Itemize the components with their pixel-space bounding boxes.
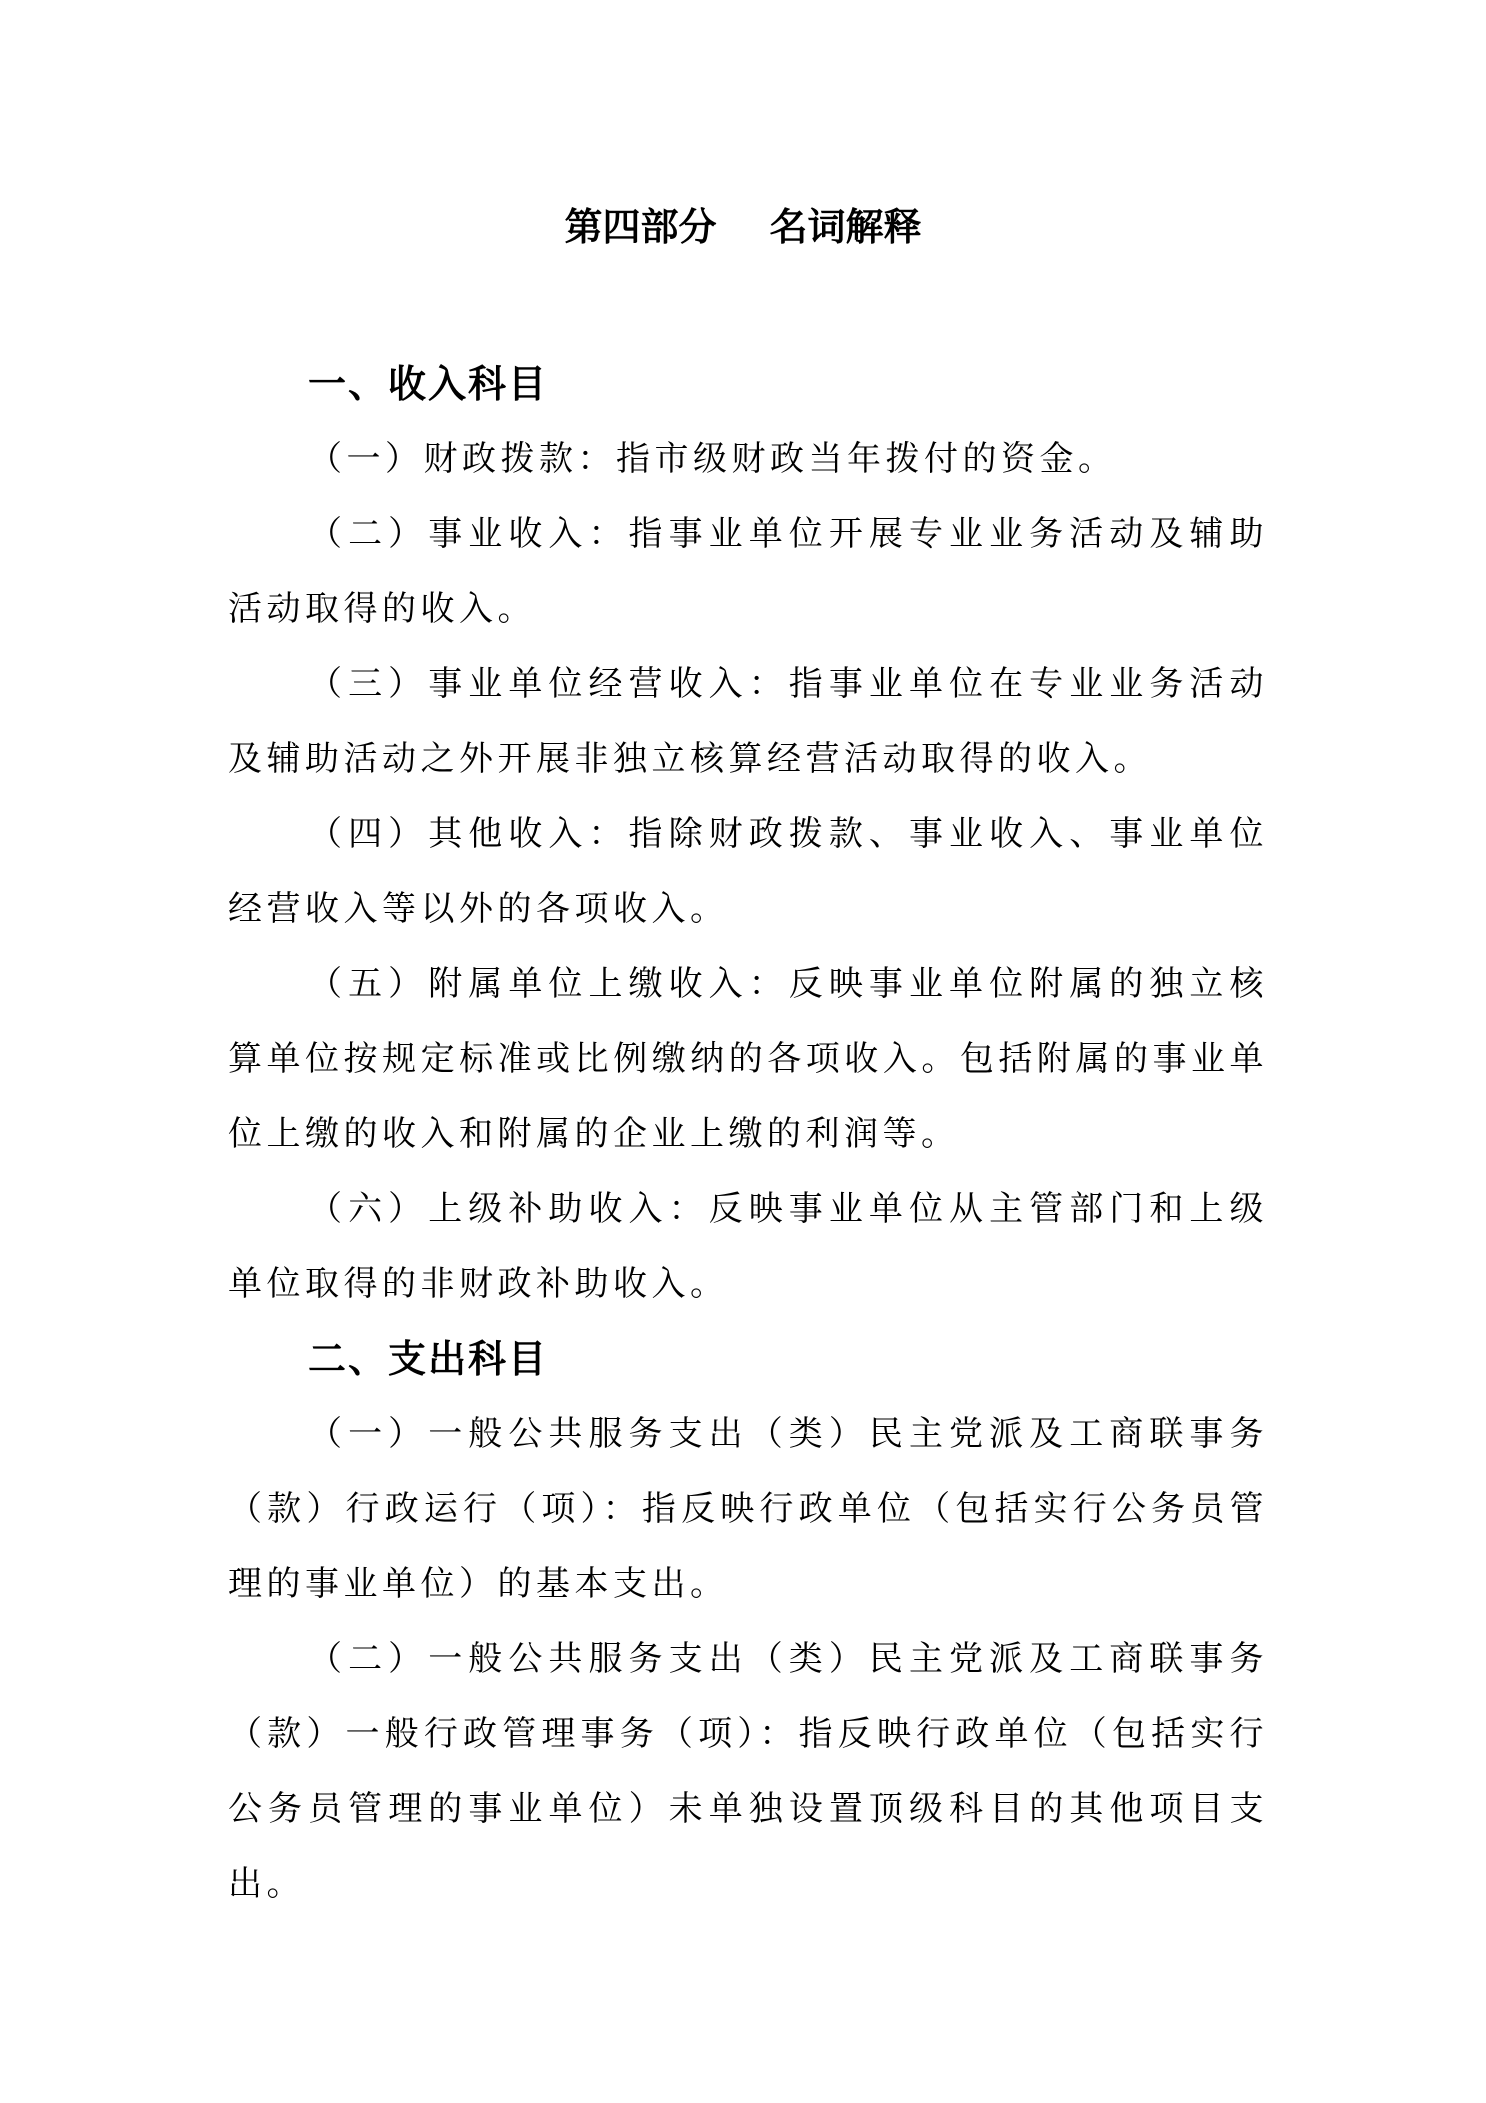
expenditure-item-2: （二）一般公共服务支出（类）民主党派及工商联事务（款）一般行政管理事务（项）：指反映行政单位（包括实行公务员管理的事业单位）未单独设置顶级科目的其他项目支出。: [228, 1639, 1268, 1904]
income-item-2: （二）事业收入：指事业单位开展专业业务活动及辅助活动取得的收入。: [228, 514, 1268, 629]
income-item-3: （三）事业单位经营收入：指事业单位在专业业务活动及辅助活动之外开展非独立核算经营活动取得的收入。: [228, 664, 1268, 779]
income-item-5: （五）附属单位上缴收入：反映事业单位附属的独立核算单位按规定标准或比例缴纳的各项收入。包括附属的事业单位上缴的收入和附属的企业上缴的利润等。: [228, 964, 1268, 1154]
section-heading-income: 一、收入科目: [308, 362, 549, 406]
income-item-4: （四）其他收入：指除财政拨款、事业收入、事业单位经营收入等以外的各项收入。: [228, 814, 1268, 929]
section-heading-expenditure: 二、支出科目: [308, 1337, 549, 1381]
income-item-6: （六）上级补助收入：反映事业单位从主管部门和上级单位取得的非财政补助收入。: [228, 1189, 1268, 1304]
income-item-1: （一）财政拨款：指市级财政当年拨付的资金。: [308, 439, 1117, 479]
expenditure-item-1: （一）一般公共服务支出（类）民主党派及工商联事务（款）行政运行（项）：指反映行政单位（包括实行公务员管理的事业单位）的基本支出。: [228, 1414, 1268, 1604]
page-title: 第四部分 名词解释: [564, 205, 922, 249]
document-body: [228, 347, 1268, 1922]
